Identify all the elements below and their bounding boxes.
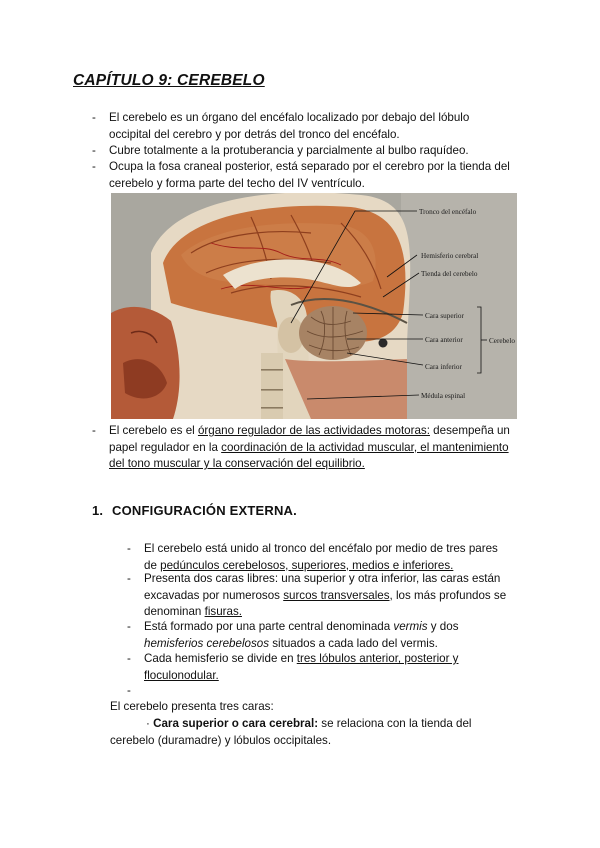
bullet-text: El cerebelo es el órgano regulador de las actividades motoras: desempeña un papel regulador en la coordinación de la actividad muscular, el mantenimiento del tono muscular y la conservación del equilibrio.: [109, 424, 510, 470]
underlined-phrase: tres lóbulos anterior, posterior y floculonodular.: [144, 652, 459, 682]
label-tienda: Tienda del cerebelo: [421, 270, 478, 278]
italic-term: vermis: [393, 620, 428, 633]
bullet-dash: -: [127, 620, 131, 633]
bullet-text: Cubre totalmente a la protuberancia y parcialmente al bulbo raquídeo.: [109, 144, 469, 157]
bullet-text: El cerebelo está unido al tronco del encéfalo por medio de tres pares de pedúnculos cerebelosos, superiores, medios e inferiores.: [144, 542, 498, 572]
bullet-item: [92, 110, 512, 143]
bullet-text: Está formado por una parte central denominada vermis y dos hemisferios cerebelosos situados a cada lado del vermis.: [144, 620, 459, 650]
section-title: CONFIGURACIÓN EXTERNA.: [112, 503, 297, 518]
section-heading: [92, 503, 297, 518]
bullet-text: Ocupa la fosa craneal posterior, está separado por el cerebro por la tienda del cerebelo y forma parte del techo del IV ventrículo.: [109, 160, 510, 190]
bullet-dash: -: [92, 144, 96, 157]
bullet-dash: -: [92, 111, 96, 124]
bullet-dash: -: [127, 572, 131, 585]
bullet-dash: -: [127, 684, 131, 697]
chapter-title: CAPÍTULO 9: CEREBELO: [73, 72, 265, 89]
underlined-phrase: órgano regulador de las actividades motoras:: [197, 424, 430, 437]
bullet-item: [127, 619, 511, 652]
label-tronco: Tronco del encéfalo: [419, 208, 477, 216]
middot-bullet: ·: [146, 717, 150, 730]
brain-sagittal-figure: [111, 193, 517, 419]
bullet-dash: -: [127, 542, 131, 555]
bullet-item: [92, 143, 512, 160]
bullet-dash: -: [92, 160, 96, 173]
bullet-dash: -: [127, 652, 131, 665]
label-medula: Médula espinal: [421, 392, 466, 400]
label-cara-anterior: Cara anterior: [425, 336, 463, 344]
bullet-item: [127, 571, 511, 621]
brain-illustration: [111, 193, 517, 419]
underlined-phrase: pedúnculos cerebelosos, superiores, medios e inferiores.: [160, 558, 454, 572]
label-cerebelo: Cerebelo: [489, 337, 515, 345]
bullet-item: [92, 423, 510, 473]
label-cara-superior: Cara superior: [425, 312, 464, 320]
bullet-dash: -: [92, 424, 96, 437]
caras-intro: El cerebelo presenta tres caras:: [110, 700, 274, 713]
bold-term: Cara superior o cara cerebral:: [153, 717, 319, 730]
bullet-item: [127, 541, 511, 574]
underlined-phrase: coordinación de la actividad muscular, el mantenimiento del tono muscular y la conservación del equilibrio.: [109, 440, 509, 470]
bullet-text: Cada hemisferio se divide en tres lóbulos anterior, posterior y floculonodular.: [144, 652, 459, 682]
section-number: 1.: [92, 503, 104, 518]
label-hemisferio: Hemisferio cerebral: [421, 252, 479, 260]
italic-term: hemisferios cerebelosos: [144, 636, 270, 650]
label-cara-inferior: Cara inferior: [425, 363, 462, 371]
underlined-phrase: fisuras.: [204, 605, 242, 618]
underlined-phrase: surcos transversales: [283, 588, 390, 602]
bullet-item: [92, 159, 512, 192]
bullet-item: [127, 651, 511, 684]
bullet-text: El cerebelo es un órgano del encéfalo localizado por debajo del lóbulo occipital del cerebro y por detrás del tronco del encéfalo.: [109, 111, 470, 141]
bullet-text: Presenta dos caras libres: una superior y otra inferior, las caras están excavadas por numerosos surcos transversales, los más profundos se denominan fisuras.: [144, 572, 507, 618]
caras-paragraph: · Cara superior o cara cerebral: se relaciona con la tienda del cerebelo (duramadre) y lóbulos occipitales.: [110, 717, 472, 747]
